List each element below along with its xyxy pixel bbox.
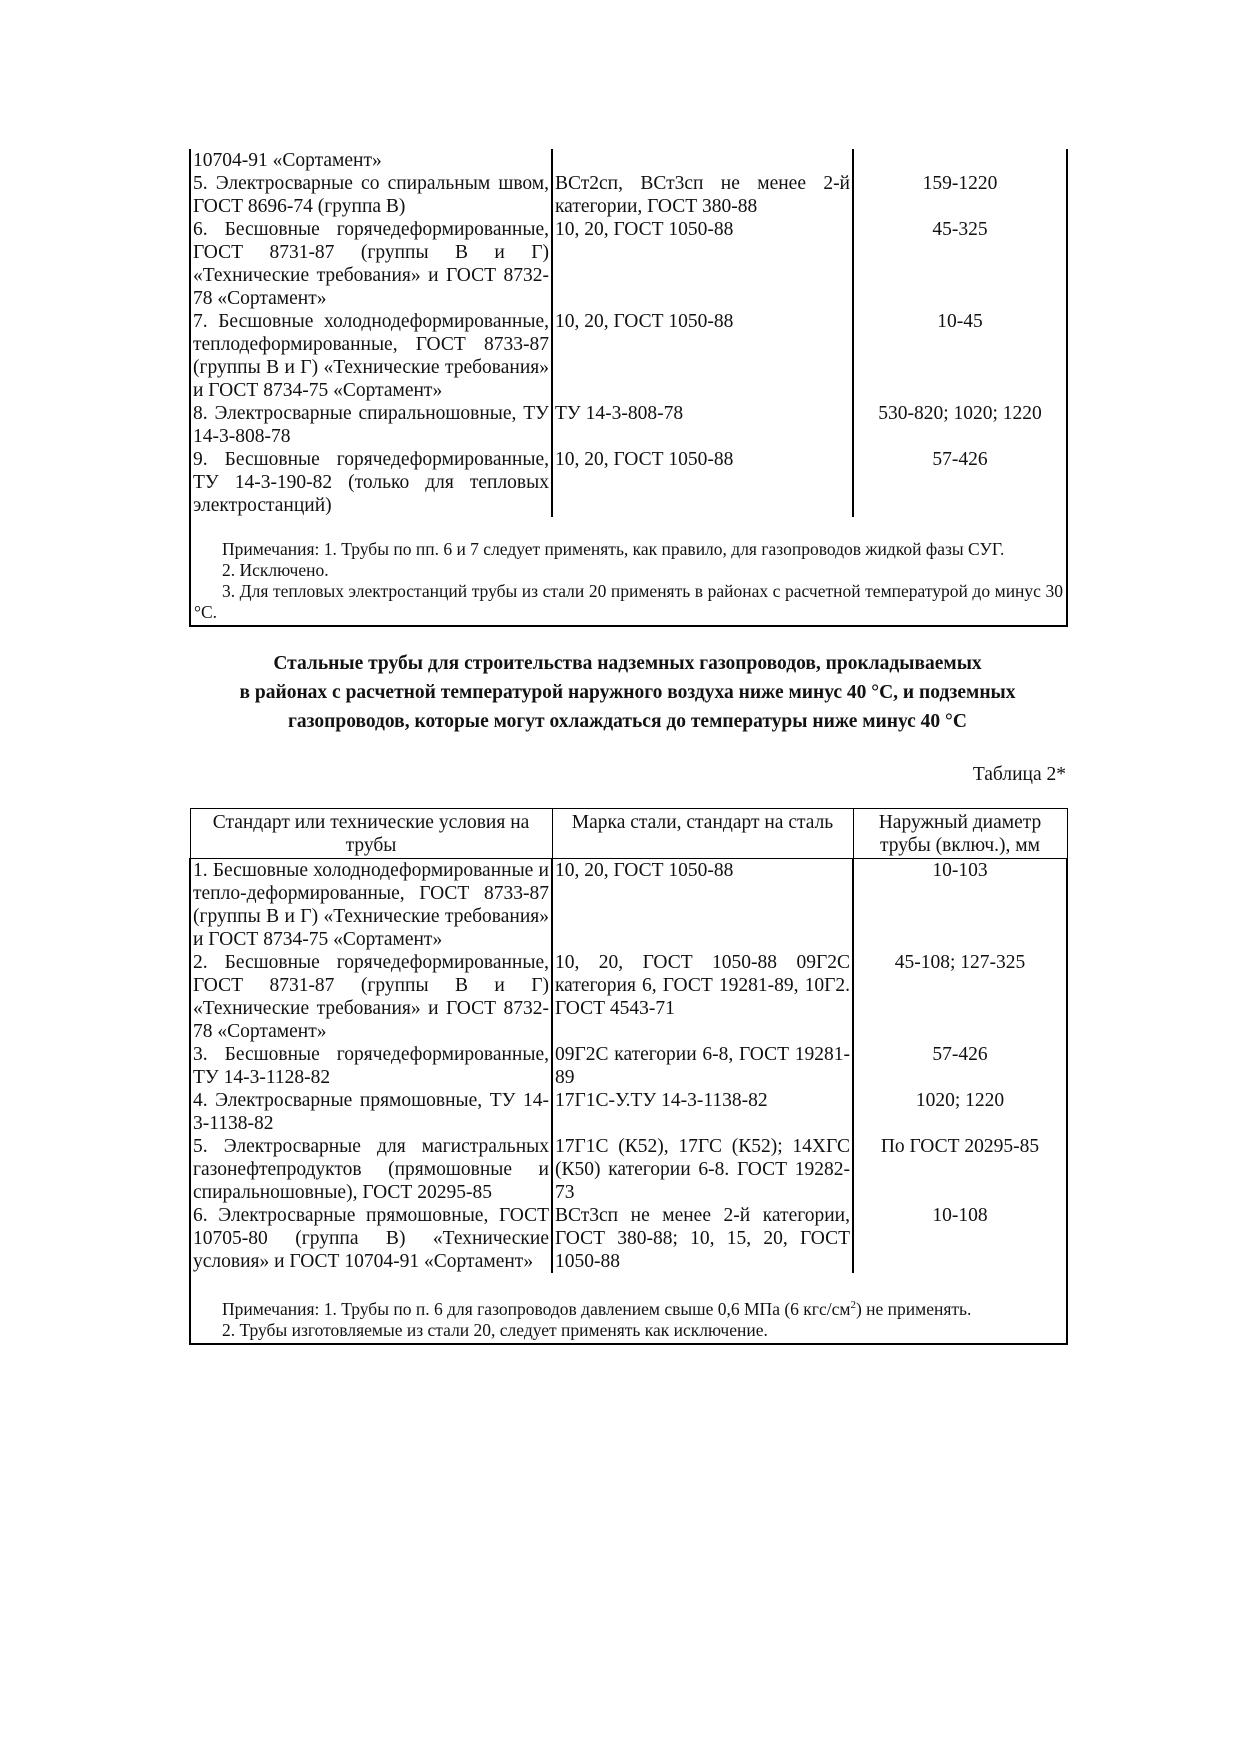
steel-grade-cell: 10, 20, ГОСТ 1050-88 [552, 310, 853, 402]
table-row [190, 1204, 1067, 1273]
table-row [190, 1043, 1067, 1089]
table-row [190, 951, 1067, 1043]
diameter-cell: По ГОСТ 20295-85 [853, 1135, 1067, 1204]
table-row [190, 149, 1067, 172]
standard-cell: 8. Электросварные спиральношовные, ТУ 14-3-808-78 [190, 402, 552, 448]
pipes-table-continuation [189, 149, 1068, 627]
steel-grade-cell: 10, 20, ГОСТ 1050-88 09Г2С категория 6, ГОСТ 19281-89, 10Г2. ГОСТ 4543-71 [552, 951, 853, 1043]
table-notes [190, 517, 1067, 626]
diameter-cell: 45-108; 127-325 [853, 951, 1067, 1043]
section-heading [189, 649, 1066, 736]
standard-cell: 5. Электросварные со спиральным швом, ГОСТ 8696-74 (группа В) [190, 172, 552, 218]
steel-grade-cell: 17Г1С (К52), 17ГС (К52); 14ХГС (К50) категории 6-8. ГОСТ 19282-73 [552, 1135, 853, 1204]
heading-line: Стальные трубы для строительства надземных газопроводов, прокладываемых [273, 653, 982, 674]
steel-grade-cell: 09Г2С категории 6-8, ГОСТ 19281-89 [552, 1043, 853, 1089]
diameter-cell: 57-426 [853, 1043, 1067, 1089]
table-notes-row [190, 1273, 1067, 1344]
heading-line: в районах с расчетной температурой наружного воздуха ниже минус 40 °С, и подземных [239, 682, 1016, 703]
diameter-cell: 57-426 [853, 448, 1067, 517]
note-2: 2. Трубы изготовляемые из стали 20, следует применять как исключение. [222, 1319, 768, 1340]
table-row [190, 1089, 1067, 1135]
note-1-superscript: 2 [850, 1299, 856, 1311]
table-row [190, 448, 1067, 517]
standard-cell: 6. Бесшовные горячедеформированные, ГОСТ 8731-87 (группы В и Г) «Технические требования» и ГОСТ 8732-78 «Сортамент» [190, 218, 552, 310]
heading-line: газопроводов, которые могут охлаждаться до температуры ниже минус 40 °С [288, 711, 967, 732]
column-header-steel-grade: Марка стали, стандарт на сталь [552, 809, 853, 859]
steel-grade-cell: ВСт2сп, ВСт3сп не менее 2-й категории, ГОСТ 380-88 [552, 172, 853, 218]
standard-cell: 4. Электросварные прямошовные, ТУ 14-3-1138-82 [190, 1089, 552, 1135]
standard-cell: 7. Бесшовные холоднодеформированные, теплодеформированные, ГОСТ 8733-87 (группы В и Г) «Технические требования» и ГОСТ 8734-75 «Сортамент» [190, 310, 552, 402]
table-row [190, 310, 1067, 402]
standard-cell: 5. Электросварные для магистральных газонефтепродуктов (прямошовные и спиральношовные), ГОСТ 20295-85 [190, 1135, 552, 1204]
document-page [189, 149, 1066, 1345]
diameter-cell: 10-103 [853, 859, 1067, 952]
standard-cell: 10704-91 «Сортамент» [190, 149, 552, 172]
steel-grade-cell [552, 149, 853, 172]
diameter-cell: 45-325 [853, 218, 1067, 310]
table-row [190, 218, 1067, 310]
diameter-cell: 10-45 [853, 310, 1067, 402]
steel-grade-cell: ТУ 14-3-808-78 [552, 402, 853, 448]
note-2: 2. Исключено. [222, 560, 329, 580]
steel-grade-cell: 17Г1С-У.ТУ 14-3-1138-82 [552, 1089, 853, 1135]
note-1-text-end: ) не применять. [855, 1298, 972, 1319]
table-row [190, 859, 1067, 952]
standard-cell: 6. Электросварные прямошовные, ГОСТ 10705-80 (группа В) «Технические условия» и ГОСТ 10704-91 «Сортамент» [190, 1204, 552, 1273]
table-row [190, 402, 1067, 448]
standard-cell: 1. Бесшовные холоднодеформированные и тепло-деформированные, ГОСТ 8733-87 (группы В и Г) «Технические требования» и ГОСТ 8734-75 «Сортамент» [190, 859, 552, 952]
table-notes-row [190, 517, 1067, 626]
column-header-standard: Стандарт или технические условия на трубы [190, 809, 552, 859]
diameter-cell: 1020; 1220 [853, 1089, 1067, 1135]
steel-grade-cell: 10, 20, ГОСТ 1050-88 [552, 218, 853, 310]
table-row [190, 1135, 1067, 1204]
table-notes [190, 1273, 1067, 1344]
diameter-cell [853, 149, 1067, 172]
column-header-diameter: Наружный диаметр трубы (включ.), мм [853, 809, 1067, 859]
standard-cell: 2. Бесшовные горячедеформированные, ГОСТ 8731-87 (группы В и Г) «Технические требования» и ГОСТ 8732-78 «Сортамент» [190, 951, 552, 1043]
steel-grade-cell: 10, 20, ГОСТ 1050-88 [552, 448, 853, 517]
note-1: Примечания: 1. Трубы по пп. 6 и 7 следует применять, как правило, для газопроводов жидкой фазы СУГ. [222, 539, 1005, 559]
standard-cell: 3. Бесшовные горячедеформированные, ТУ 14-3-1128-82 [190, 1043, 552, 1089]
table-label: Таблица 2* [972, 764, 1066, 785]
table-row [190, 172, 1067, 218]
note-3: 3. Для тепловых электростанций трубы из стали 20 применять в районах с расчетной температурой до минус 30 °С. [194, 581, 1063, 622]
steel-grade-cell: ВСт3сп не менее 2-й категории, ГОСТ 380-88; 10, 15, 20, ГОСТ 1050-88 [552, 1204, 853, 1273]
pipes-table-2 [189, 808, 1068, 1345]
diameter-cell: 530-820; 1020; 1220 [853, 402, 1067, 448]
diameter-cell: 159-1220 [853, 172, 1067, 218]
note-1-text: Примечания: 1. Трубы по п. 6 для газопроводов давлением свыше 0,6 МПа (6 кгс/см [222, 1298, 851, 1319]
standard-cell: 9. Бесшовные горячедеформированные, ТУ 14-3-190-82 (только для тепловых электростанций) [190, 448, 552, 517]
steel-grade-cell: 10, 20, ГОСТ 1050-88 [552, 859, 853, 952]
note-1 [194, 1295, 1063, 1320]
table-header-row [190, 809, 1067, 859]
diameter-cell: 10-108 [853, 1204, 1067, 1273]
